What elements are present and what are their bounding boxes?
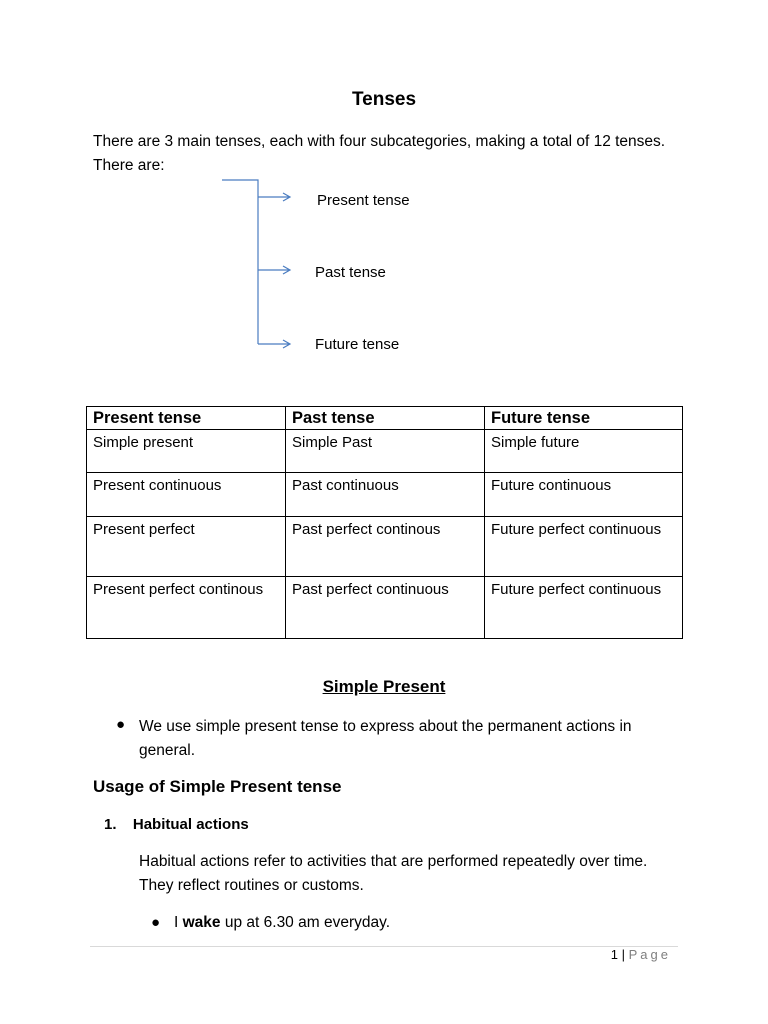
table-row — [87, 577, 683, 639]
page-word: Page — [628, 947, 671, 962]
example-suffix: up at 6.30 am everyday. — [224, 914, 391, 931]
tenses-table — [86, 406, 683, 639]
branch-arrow-2 — [258, 266, 290, 274]
bullet-icon: ● — [151, 914, 161, 931]
item-number: 1. — [104, 816, 117, 833]
branch-trunk-line — [222, 180, 258, 344]
usage-heading: Usage of Simple Present tense — [93, 777, 342, 796]
table-cell: Future continuous — [485, 473, 683, 517]
table-header-cell: Future tense — [485, 407, 683, 430]
table-cell: Simple present — [87, 430, 286, 473]
example-prefix: I — [174, 914, 179, 931]
numbered-heading — [104, 816, 249, 833]
table-row — [87, 517, 683, 577]
table-cell: Present perfect — [87, 517, 286, 577]
table-row — [87, 473, 683, 517]
example-sentence — [174, 911, 390, 935]
table-header-row — [87, 407, 683, 430]
table-cell: Past perfect continous — [286, 517, 485, 577]
branch-label-past: Past tense — [315, 264, 386, 281]
footer-separator: | — [621, 947, 625, 962]
intro-paragraph: There are 3 main tenses, each with four subcategories, making a total of 12 tenses. There are: — [93, 133, 666, 174]
table-row — [87, 430, 683, 473]
table-cell: Future perfect continuous — [485, 577, 683, 639]
table-cell: Past continuous — [286, 473, 485, 517]
branch-arrow-1 — [258, 193, 290, 201]
branch-label-future: Future tense — [315, 336, 400, 353]
item-title: Habitual actions — [132, 816, 249, 833]
table-header-cell: Present tense — [87, 407, 286, 430]
table-cell: Present continuous — [87, 473, 286, 517]
simple-present-bullet: We use simple present tense to express about the permanent actions in general. — [139, 718, 632, 759]
example-bold-word: wake — [182, 914, 221, 931]
page-title: Tenses — [351, 89, 417, 110]
bullet-icon: ● — [116, 716, 126, 733]
branch-arrow-3 — [258, 340, 290, 348]
table-cell: Simple future — [485, 430, 683, 473]
table-header-cell: Past tense — [286, 407, 485, 430]
table-cell: Past perfect continuous — [286, 577, 485, 639]
table-cell: Present perfect continous — [87, 577, 286, 639]
page-footer — [611, 947, 671, 962]
table-cell: Future perfect continuous — [485, 517, 683, 577]
habitual-paragraph: Habitual actions refer to activities that are performed repeatedly over time. They reflect routines or customs. — [139, 853, 648, 894]
table-cell: Simple Past — [286, 430, 485, 473]
simple-present-heading: Simple Present — [322, 677, 446, 696]
branch-label-present: Present tense — [317, 192, 410, 209]
page-number: 1 — [610, 947, 618, 962]
footer-divider — [90, 946, 678, 947]
